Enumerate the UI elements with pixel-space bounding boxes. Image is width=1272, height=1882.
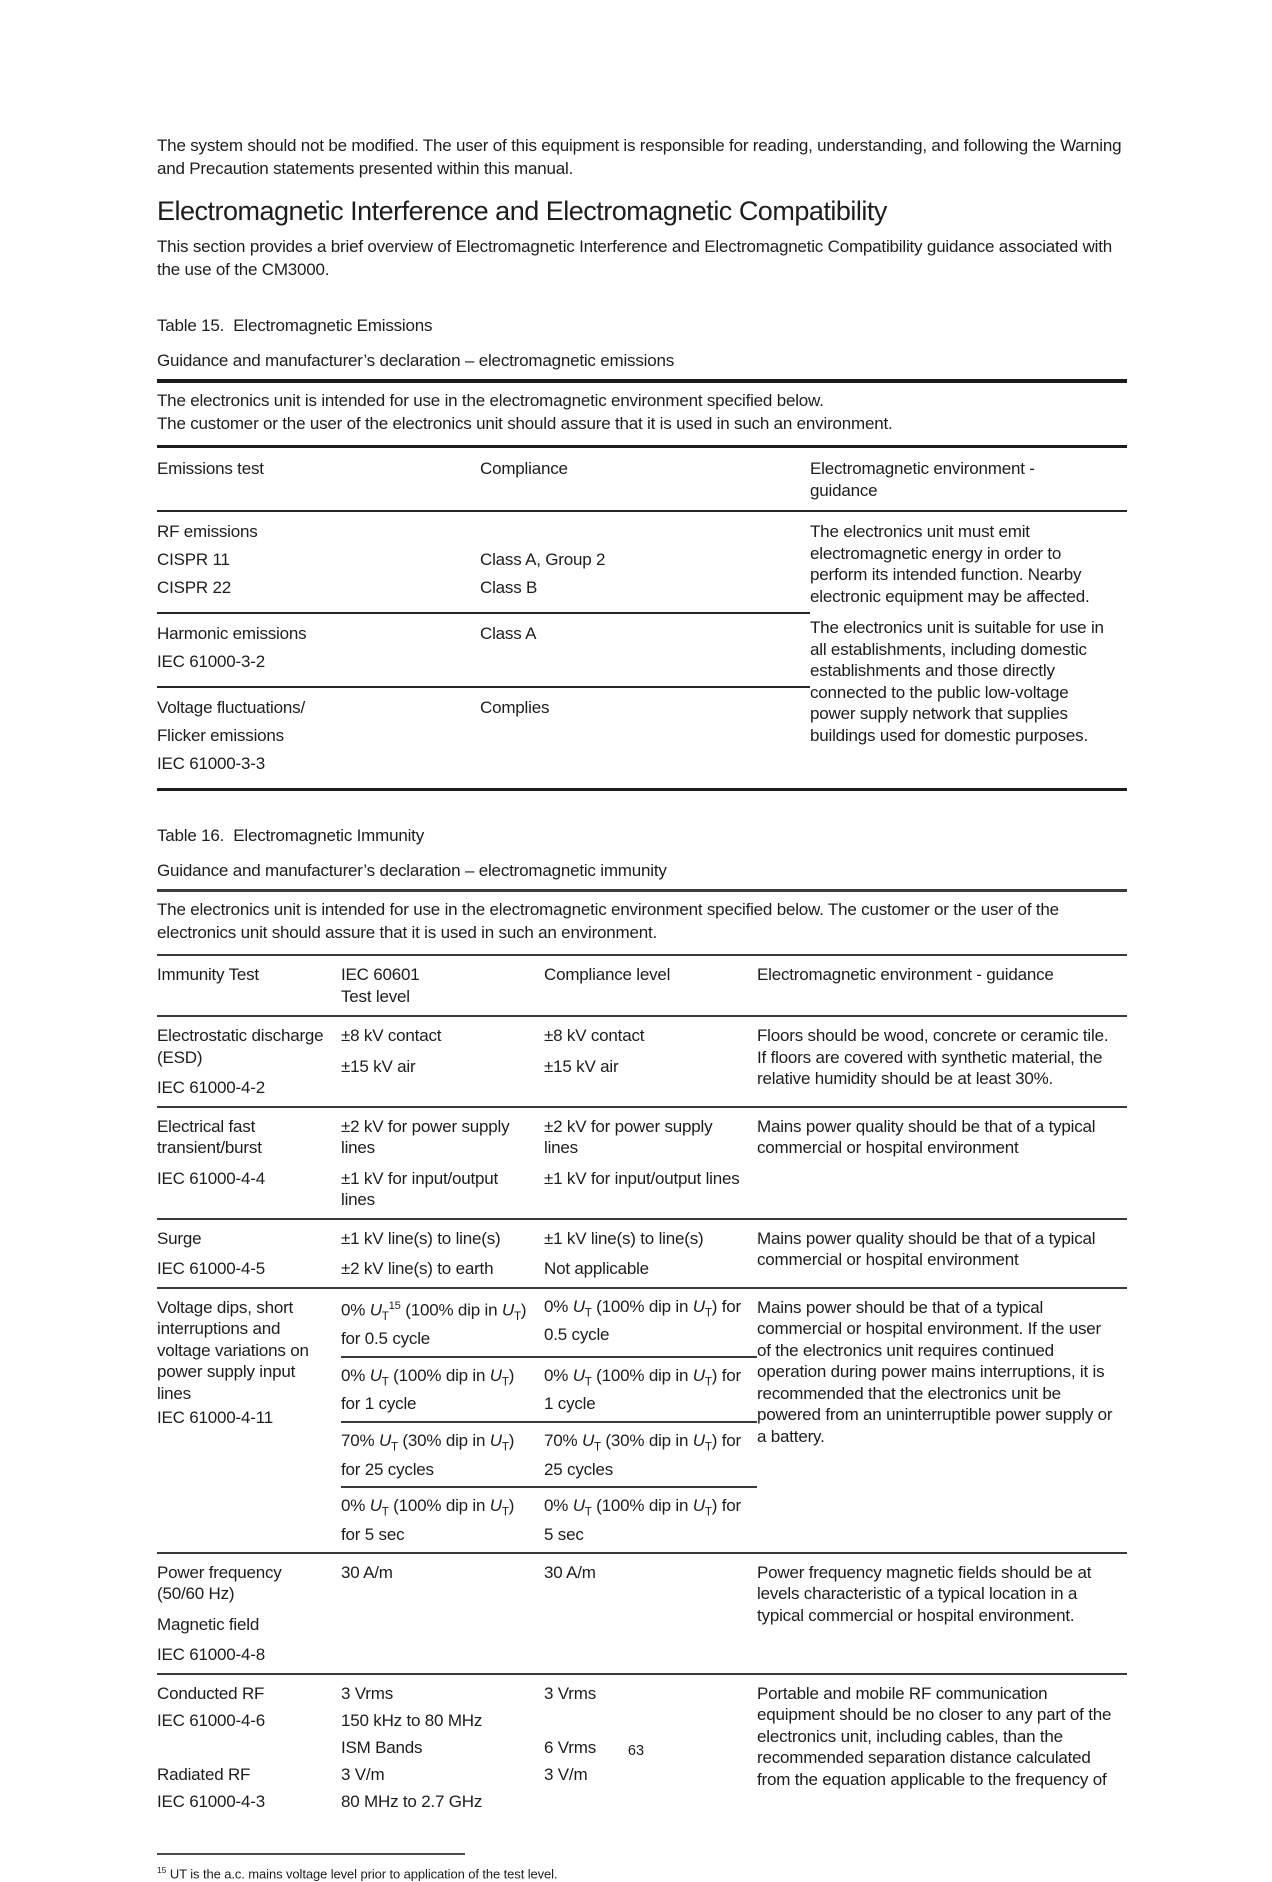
table16-row-esd bbox=[157, 1016, 1127, 1107]
intro-paragraph: The system should not be modified. The user of this equipment is responsible for reading, understanding, and following the Warning and Precaution statements presented within this manual. bbox=[157, 136, 1122, 178]
table16-cell-compliance: 3 Vrms 6 Vrms 3 V/m bbox=[544, 1683, 597, 1784]
footnote-separator bbox=[157, 1853, 465, 1855]
table15-cell-test: Voltage fluctuations/ Flicker emissions IEC 61000-3-3 bbox=[157, 698, 305, 773]
dip-subrow-5-sec: 0% $U_T$ (100% dip in $U_T$) for 5 sec 0% $U_T$ (100% dip in $U_T$) for 5 sec bbox=[341, 1496, 741, 1545]
table15-header-emissions-test: Emissions test bbox=[157, 448, 480, 511]
table16-cell-environment: Floors should be wood, concrete or ceramic tile. If floors are covered with synthetic material, the relative humidity should be at least 30%. bbox=[757, 1016, 1127, 1107]
table16-cell-test: Conducted RF IEC 61000-4-6 Radiated RF IEC 61000-4-3 bbox=[157, 1683, 265, 1811]
table16-caption: Table 16. Electromagnetic Immunity bbox=[157, 826, 425, 845]
table15-cell-compliance: Class A, Group 2 Class B bbox=[480, 511, 810, 613]
table16-cell-level: ±8 kV contact ±15 kV air bbox=[341, 1016, 544, 1107]
table16-cell-environment: Mains power should be that of a typical commercial or hospital environment. If the user of the electronics unit requires continued operation during power mains interruptions, it is recommended that the electronics unit be powered from an uninterruptible power supply or a battery. bbox=[757, 1288, 1127, 1553]
table16-intro: The electronics unit is intended for use in the electromagnetic environment specified below. The customer or the user of the electronics unit should assure that it is used in such an environment. bbox=[157, 892, 1127, 956]
footnote: $^{15}$ UT is the a.c. mains voltage level prior to application of the test level. bbox=[157, 1864, 558, 1882]
main-heading: Electromagnetic Interference and Electromagnetic Compatibility bbox=[157, 196, 887, 226]
table16-header-immunity-test: Immunity Test bbox=[157, 956, 341, 1016]
table16-cell-level: 30 A/m bbox=[341, 1553, 544, 1674]
table16-row-voltage-dips bbox=[157, 1288, 1127, 1553]
table16-cell-test: Surge IEC 61000-4-5 bbox=[157, 1219, 341, 1288]
section-paragraph: This section provides a brief overview of Electromagnetic Interference and Electromagnetic Compatibility guidance associated with the use of the CM3000. bbox=[157, 237, 1113, 279]
table16-row-power-frequency bbox=[157, 1553, 1127, 1674]
table16-cell-compliance: ±1 kV line(s) to line(s) Not applicable bbox=[544, 1219, 757, 1288]
table16-cell-compliance: ±2 kV for power supply lines ±1 kV for input/output lines bbox=[544, 1107, 757, 1219]
dip-subrow-half-cycle: 0% $U_T^{15}$ (100% dip in $U_T$) for 0.5 cycle 0% $U_T$ (100% dip in $U_T$) for 0.5 cycle bbox=[341, 1289, 757, 1358]
table15-cell-compliance: Class A bbox=[480, 613, 810, 687]
table16-cell-dip-levels bbox=[341, 1288, 757, 1553]
table15-header-environment: Electromagnetic environment - guidance bbox=[810, 448, 1127, 511]
table15-row-rf-emissions bbox=[157, 511, 1127, 613]
table16-cell-environment: Power frequency magnetic fields should be at levels characteristic of a typical location in a typical commercial or hospital environment. bbox=[757, 1553, 1127, 1674]
table16-row-surge bbox=[157, 1219, 1127, 1288]
table15-emissions bbox=[157, 448, 1127, 791]
table16-header-compliance-level: Compliance level bbox=[544, 956, 757, 1016]
table16-cell-level: ±1 kV line(s) to line(s) ±2 kV line(s) to earth bbox=[341, 1219, 544, 1288]
table16-cell-level: 3 Vrms 150 kHz to 80 MHz ISM Bands 3 V/m 80 MHz to 2.7 GHz bbox=[341, 1683, 483, 1811]
table15-cell-test: RF emissions CISPR 11 CISPR 22 bbox=[157, 511, 480, 613]
table15-cell-compliance: Complies bbox=[480, 698, 550, 717]
table15-cell-environment: The electronics unit must emit electromagnetic energy in order to perform its intended function. Nearby electronic equipment may be affected. The electronics unit is suitable for use in all establishments, including domestic establishments and those directly connected to the public low-voltage power supply network that supplies buildings used for domestic purposes. bbox=[810, 522, 1104, 745]
table15-intro bbox=[157, 383, 1127, 448]
table16-cell-level: ±2 kV for power supply lines ±1 kV for input/output lines bbox=[341, 1107, 544, 1219]
table16-cell-environment: Mains power quality should be that of a typical commercial or hospital environment bbox=[757, 1107, 1127, 1219]
table15-intro-line1: The electronics unit is intended for use in the electromagnetic environment specified below. bbox=[157, 391, 824, 410]
table16-cell-test: Electrical fast transient/burst IEC 61000-4-4 bbox=[157, 1107, 341, 1219]
table16-cell-test: Electrostatic discharge (ESD) IEC 61000-4-2 bbox=[157, 1016, 341, 1107]
table16-cell-compliance: 30 A/m bbox=[544, 1553, 757, 1674]
table15-caption: Table 15. Electromagnetic Emissions bbox=[157, 316, 433, 335]
dip-subrow-one-cycle: 0% $U_T$ (100% dip in $U_T$) for 1 cycle 0% $U_T$ (100% dip in $U_T$) for 1 cycle bbox=[341, 1358, 757, 1423]
table16-cell-environment: Mains power quality should be that of a typical commercial or hospital environment bbox=[757, 1219, 1127, 1288]
table16-cell-test: Voltage dips, short interruptions and voltage variations on power supply input lines IEC 61000-4-11 bbox=[157, 1288, 341, 1553]
table16-header-test-level: IEC 60601 Test level bbox=[341, 956, 544, 1016]
table16-cell-environment: Portable and mobile RF communication equipment should be no closer to any part of the electronics unit, including cables, than the recommended separation distance calculated from the equation applicable to the frequency of bbox=[757, 1683, 1112, 1789]
table15-cell-test: Harmonic emissions IEC 61000-3-2 bbox=[157, 613, 480, 687]
page-number: 63 bbox=[627, 1743, 645, 1759]
table15-title: Guidance and manufacturer’s declaration – electromagnetic emissions bbox=[157, 350, 1127, 383]
table16-cell-compliance: ±8 kV contact ±15 kV air bbox=[544, 1016, 757, 1107]
table15-header-compliance: Compliance bbox=[480, 448, 810, 511]
dip-subrow-25-cycles: 70% $U_T$ (30% dip in $U_T$) for 25 cycles 70% $U_T$ (30% dip in $U_T$) for 25 cycles bbox=[341, 1423, 757, 1488]
table15-header-row bbox=[157, 448, 1127, 511]
table16-header-environment: Electromagnetic environment - guidance bbox=[757, 956, 1127, 1016]
table15-intro-line2: The customer or the user of the electronics unit should assure that it is used in such an environment. bbox=[157, 413, 893, 433]
table16-title: Guidance and manufacturer’s declaration – electromagnetic immunity bbox=[157, 860, 1127, 892]
table16-row-fast-transient bbox=[157, 1107, 1127, 1219]
table16-header-row bbox=[157, 956, 1127, 1016]
table16-cell-test: Power frequency (50/60 Hz) Magnetic field IEC 61000-4-8 bbox=[157, 1553, 341, 1674]
table16-immunity bbox=[157, 956, 1127, 1825]
